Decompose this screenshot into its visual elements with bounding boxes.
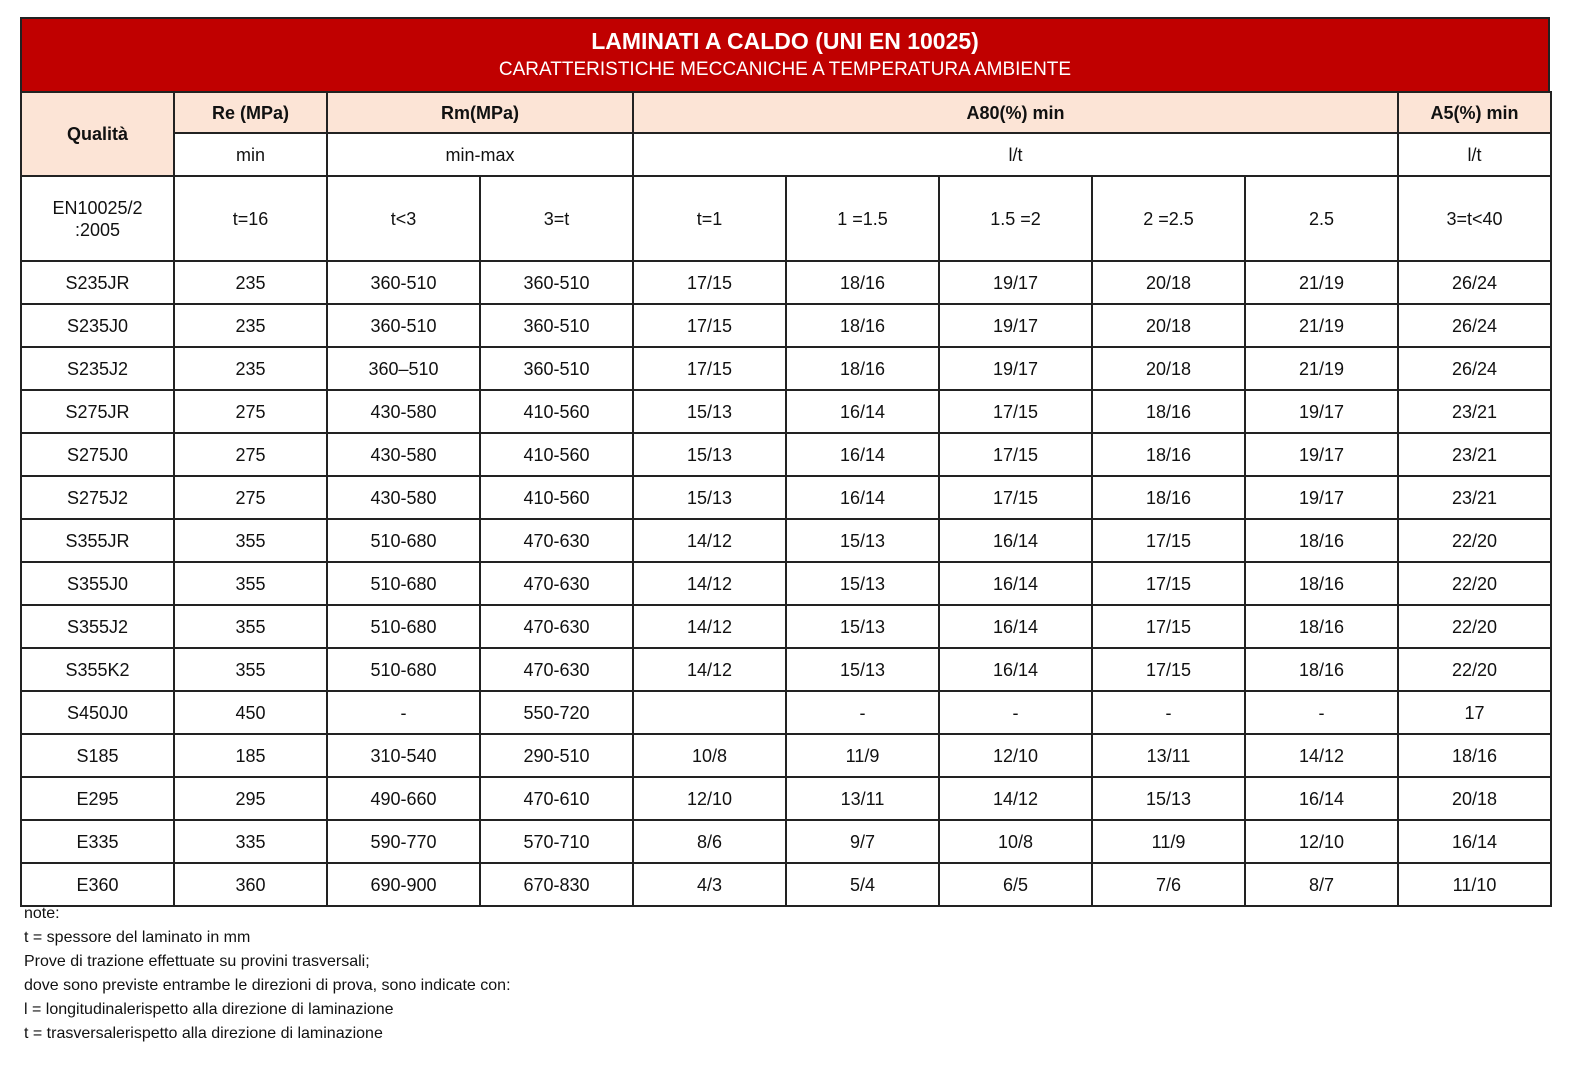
header-col-2: 3=t	[480, 176, 633, 261]
steel-properties-sheet	[20, 17, 1550, 907]
table-cell: 14/12	[633, 605, 786, 648]
table-cell: 430-580	[327, 433, 480, 476]
table-cell: -	[1092, 691, 1245, 734]
table-cell: 13/11	[1092, 734, 1245, 777]
table-cell: 470-610	[480, 777, 633, 820]
table-cell: 10/8	[633, 734, 786, 777]
table-cell: 14/12	[1245, 734, 1398, 777]
grade-cell: S355J0	[21, 562, 174, 605]
table-cell: 19/17	[939, 347, 1092, 390]
header-col-0: t=16	[174, 176, 327, 261]
table-cell: 360	[174, 863, 327, 906]
table-cell: 360-510	[480, 347, 633, 390]
table-cell: 4/3	[633, 863, 786, 906]
table-cell: 15/13	[786, 648, 939, 691]
table-cell: 20/18	[1092, 261, 1245, 304]
table-cell: 14/12	[939, 777, 1092, 820]
table-cell: 8/7	[1245, 863, 1398, 906]
table-row	[21, 734, 1551, 777]
table-cell: 16/14	[786, 390, 939, 433]
grade-cell: E360	[21, 863, 174, 906]
table-row	[21, 648, 1551, 691]
table-cell: 11/9	[1092, 820, 1245, 863]
table-cell: 15/13	[1092, 777, 1245, 820]
table-cell: 20/18	[1398, 777, 1551, 820]
table-cell: 16/14	[939, 648, 1092, 691]
table-cell: 17/15	[939, 476, 1092, 519]
table-cell: 19/17	[939, 261, 1092, 304]
table-cell: 18/16	[1092, 433, 1245, 476]
table-cell: 18/16	[1398, 734, 1551, 777]
grade-cell: S235J2	[21, 347, 174, 390]
table-cell: 19/17	[1245, 390, 1398, 433]
table-row	[21, 476, 1551, 519]
table-row	[21, 433, 1551, 476]
table-cell: 16/14	[1398, 820, 1551, 863]
header-re-sub: min	[174, 133, 327, 176]
table-cell: 6/5	[939, 863, 1092, 906]
table-cell: 410-560	[480, 390, 633, 433]
table-cell: 12/10	[1245, 820, 1398, 863]
grade-cell: S355JR	[21, 519, 174, 562]
table-cell: 470-630	[480, 648, 633, 691]
grade-cell: S275J2	[21, 476, 174, 519]
table-cell: 23/21	[1398, 476, 1551, 519]
table-cell	[633, 691, 786, 734]
table-cell: 18/16	[786, 347, 939, 390]
header-col-1: t<3	[327, 176, 480, 261]
table-cell: -	[786, 691, 939, 734]
table-cell: 470-630	[480, 519, 633, 562]
table-cell: 17/15	[1092, 605, 1245, 648]
table-cell: 17/15	[939, 433, 1092, 476]
table-cell: 450	[174, 691, 327, 734]
header-col-8: 3=t<40	[1398, 176, 1551, 261]
grade-cell: S355K2	[21, 648, 174, 691]
table-cell: 8/6	[633, 820, 786, 863]
header-standard: EN10025/2 :2005	[21, 176, 174, 261]
header-col-7: 2.5	[1245, 176, 1398, 261]
table-cell: 470-630	[480, 605, 633, 648]
table-cell: 15/13	[786, 605, 939, 648]
table-cell: 12/10	[939, 734, 1092, 777]
table-cell: 355	[174, 605, 327, 648]
table-cell: 235	[174, 304, 327, 347]
table-cell: 23/21	[1398, 433, 1551, 476]
table-cell: 510-680	[327, 562, 480, 605]
table-cell: 11/10	[1398, 863, 1551, 906]
note-line: dove sono previste entrambe le direzioni di prova, sono indicate con:	[24, 977, 511, 994]
grade-cell: S275J0	[21, 433, 174, 476]
table-row	[21, 691, 1551, 734]
table-cell: 235	[174, 261, 327, 304]
table-cell: -	[1245, 691, 1398, 734]
table-row	[21, 820, 1551, 863]
table-cell: 19/17	[939, 304, 1092, 347]
table-cell: 550-720	[480, 691, 633, 734]
table-cell: 17/15	[939, 390, 1092, 433]
table-cell: 275	[174, 476, 327, 519]
header-qualita: Qualità	[21, 92, 174, 176]
table-cell: 12/10	[633, 777, 786, 820]
table-cell: 18/16	[1245, 562, 1398, 605]
table-cell: 14/12	[633, 648, 786, 691]
table-cell: 360-510	[327, 304, 480, 347]
table-cell: 18/16	[786, 261, 939, 304]
table-subtitle: CARATTERISTICHE MECCANICHE A TEMPERATURA AMBIENTE	[498, 59, 1072, 80]
table-cell: 15/13	[633, 433, 786, 476]
table-cell: 570-710	[480, 820, 633, 863]
table-cell: 23/21	[1398, 390, 1551, 433]
table-cell: 235	[174, 347, 327, 390]
table-cell: 22/20	[1398, 648, 1551, 691]
table-title: LAMINATI A CALDO (UNI EN 10025)	[591, 28, 979, 54]
header-col-5: 1.5 =2	[939, 176, 1092, 261]
table-cell: 275	[174, 390, 327, 433]
table-cell: 22/20	[1398, 605, 1551, 648]
table-cell: 510-680	[327, 605, 480, 648]
header-col-6: 2 =2.5	[1092, 176, 1245, 261]
table-cell: 9/7	[786, 820, 939, 863]
table-row	[21, 863, 1551, 906]
notes-block	[24, 902, 511, 1046]
table-cell: 14/12	[633, 519, 786, 562]
table-cell: -	[939, 691, 1092, 734]
table-cell: 18/16	[786, 304, 939, 347]
table-row	[21, 390, 1551, 433]
table-cell: 18/16	[1245, 605, 1398, 648]
table-cell: 410-560	[480, 433, 633, 476]
table-cell: 26/24	[1398, 261, 1551, 304]
table-cell: 18/16	[1245, 648, 1398, 691]
table-cell: 13/11	[786, 777, 939, 820]
table-cell: 5/4	[786, 863, 939, 906]
header-rm: Rm(MPa)	[327, 92, 633, 133]
table-cell: 14/12	[633, 562, 786, 605]
table-cell: 22/20	[1398, 519, 1551, 562]
note-line: note:	[24, 905, 60, 922]
header-col-3: t=1	[633, 176, 786, 261]
header-a5: A5(%) min	[1398, 92, 1551, 133]
table-cell: 470-630	[480, 562, 633, 605]
header-a80: A80(%) min	[633, 92, 1398, 133]
table-cell: 21/19	[1245, 347, 1398, 390]
table-cell: 430-580	[327, 390, 480, 433]
table-row	[21, 605, 1551, 648]
header-rm-sub: min-max	[327, 133, 633, 176]
table-cell: 19/17	[1245, 476, 1398, 519]
table-cell: 290-510	[480, 734, 633, 777]
grade-cell: E295	[21, 777, 174, 820]
table-cell: 20/18	[1092, 304, 1245, 347]
table-cell: 17/15	[1092, 519, 1245, 562]
table-cell: 690-900	[327, 863, 480, 906]
table-cell: 355	[174, 648, 327, 691]
table-row	[21, 304, 1551, 347]
header-col-4: 1 =1.5	[786, 176, 939, 261]
table-cell: 17	[1398, 691, 1551, 734]
table-cell: 16/14	[939, 519, 1092, 562]
table-cell: 430-580	[327, 476, 480, 519]
table-cell: 11/9	[786, 734, 939, 777]
note-line: t = spessore del laminato in mm	[24, 929, 251, 946]
table-cell: 18/16	[1092, 476, 1245, 519]
table-cell: 360-510	[480, 304, 633, 347]
table-cell: 26/24	[1398, 347, 1551, 390]
table-cell: 15/13	[633, 390, 786, 433]
table-cell: 17/15	[1092, 648, 1245, 691]
table-cell: 15/13	[786, 519, 939, 562]
table-cell: 16/14	[786, 476, 939, 519]
table-cell: 16/14	[1245, 777, 1398, 820]
table-row	[21, 562, 1551, 605]
grade-cell: S275JR	[21, 390, 174, 433]
table-cell: 335	[174, 820, 327, 863]
grade-cell: E335	[21, 820, 174, 863]
table-cell: 185	[174, 734, 327, 777]
table-row	[21, 261, 1551, 304]
grade-cell: S235J0	[21, 304, 174, 347]
table-cell: 15/13	[786, 562, 939, 605]
table-cell: 20/18	[1092, 347, 1245, 390]
table-cell: 16/14	[939, 562, 1092, 605]
title-banner	[20, 17, 1550, 91]
table-cell: 26/24	[1398, 304, 1551, 347]
table-cell: 355	[174, 562, 327, 605]
table-cell: 18/16	[1245, 519, 1398, 562]
grade-cell: S235JR	[21, 261, 174, 304]
header-re: Re (MPa)	[174, 92, 327, 133]
table-cell: 310-540	[327, 734, 480, 777]
table-row	[21, 519, 1551, 562]
note-line: Prove di trazione effettuate su provini trasversali;	[24, 953, 370, 970]
table-cell: 19/17	[1245, 433, 1398, 476]
table-row	[21, 777, 1551, 820]
table-cell: 275	[174, 433, 327, 476]
table-cell: 17/15	[1092, 562, 1245, 605]
table-cell: 22/20	[1398, 562, 1551, 605]
table-cell: 360-510	[327, 261, 480, 304]
table-cell: 17/15	[633, 347, 786, 390]
table-cell: 295	[174, 777, 327, 820]
mechanical-properties-table	[20, 91, 1552, 907]
table-cell: 360-510	[480, 261, 633, 304]
table-cell: 16/14	[939, 605, 1092, 648]
header-a80-sub: l/t	[633, 133, 1398, 176]
table-cell: 15/13	[633, 476, 786, 519]
table-cell: 18/16	[1092, 390, 1245, 433]
table-cell: 410-560	[480, 476, 633, 519]
table-cell: 355	[174, 519, 327, 562]
grade-cell: S450J0	[21, 691, 174, 734]
note-line: l = longitudinalerispetto alla direzione di laminazione	[24, 1001, 394, 1018]
table-cell: 510-680	[327, 519, 480, 562]
table-cell: 16/14	[786, 433, 939, 476]
note-line: t = trasversalerispetto alla direzione di laminazione	[24, 1025, 383, 1042]
table-cell: 360–510	[327, 347, 480, 390]
table-row	[21, 347, 1551, 390]
table-cell: 17/15	[633, 261, 786, 304]
header-a5-sub: l/t	[1398, 133, 1551, 176]
table-cell: -	[327, 691, 480, 734]
grade-cell: S355J2	[21, 605, 174, 648]
table-cell: 590-770	[327, 820, 480, 863]
table-cell: 670-830	[480, 863, 633, 906]
table-cell: 490-660	[327, 777, 480, 820]
table-cell: 21/19	[1245, 304, 1398, 347]
table-cell: 510-680	[327, 648, 480, 691]
table-cell: 21/19	[1245, 261, 1398, 304]
grade-cell: S185	[21, 734, 174, 777]
table-cell: 7/6	[1092, 863, 1245, 906]
table-cell: 17/15	[633, 304, 786, 347]
table-cell: 10/8	[939, 820, 1092, 863]
